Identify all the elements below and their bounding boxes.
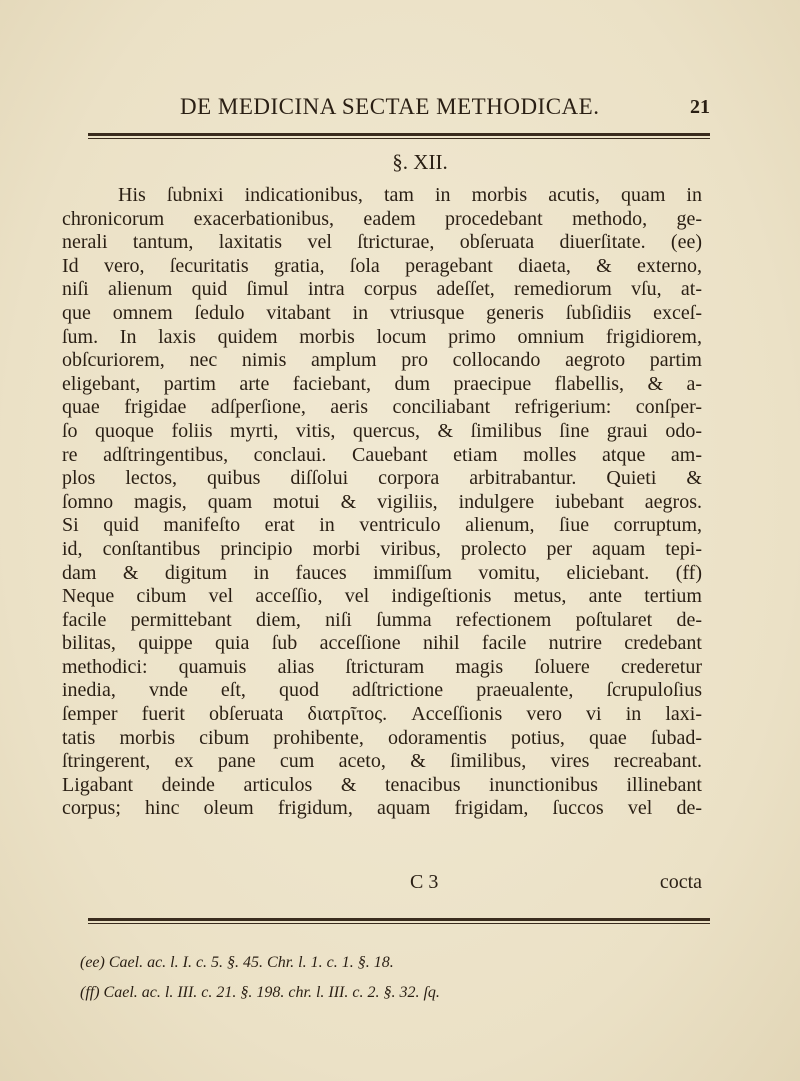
- footnote-ff: (ff) Cael. ac. l. III. c. 21. §. 198. chr. l. III. c. 2. §. 32. ſq.: [80, 984, 440, 1001]
- header-rule: [88, 133, 710, 136]
- text-line: nerali tantum, laxitatis vel ſtricturae, obſeruata diuerſitate. (ee): [62, 231, 702, 254]
- text-line: re adſtringentibus, conclaui. Cauebant etiam molles atque am-: [62, 443, 702, 466]
- text-line: chronicorum exacerbationibus, eadem procedebant methodo, ge-: [62, 207, 702, 230]
- text-line: obſcuriorem, nec nimis amplum pro collocando aegroto partim: [62, 349, 702, 372]
- text-line: dam & digitum in fauces immiſſum vomitu, eliciebant. (ff): [62, 561, 702, 584]
- text-line: niſi alienum quid ſimul intra corpus adeſſet, remediorum vſu, at-: [62, 278, 702, 301]
- text-line: quae frigidae adſperſione, aeris conciliabant refrigerium: conſper-: [62, 396, 702, 419]
- text-line: ſum. In laxis quidem morbis locum primo omnium frigidiorem,: [62, 325, 702, 348]
- footnote-rule: [88, 918, 710, 921]
- text-line: Neque cibum vel acceſſio, vel indigeſtionis metus, ante tertium: [62, 585, 702, 608]
- header-rule-thin: [88, 138, 710, 139]
- text-line: methodici: quamuis alias ſtricturam magis ſoluere crederetur: [62, 655, 702, 678]
- page-number: 21: [690, 96, 710, 118]
- text-line: plos lectos, quibus diſſolui corpora arbitrabantur. Quieti &: [62, 467, 702, 490]
- text-line: ſomno magis, quam motui & vigiliis, indulgere iubebant aegros.: [62, 490, 702, 513]
- text-line: bilitas, quippe quia ſub acceſſione nihil facile nutrire credebant: [62, 632, 702, 655]
- text-line: tatis morbis cibum prohibente, odoramentis potius, quae ſubad-: [62, 726, 702, 749]
- text-line: facile permittebant diem, niſi ſumma refectionem poſtularet de-: [62, 608, 702, 631]
- catchword: cocta: [659, 871, 702, 893]
- text-line: ſtringerent, ex pane cum aceto, & ſimilibus, vires recreabant.: [62, 750, 702, 773]
- signature-line: [62, 871, 702, 895]
- text-line: ſo quoque foliis myrti, vitis, quercus, & ſimilibus ſine graui odo-: [62, 419, 702, 442]
- text-line: corpus; hinc oleum frigidum, aquam frigidam, ſuccos vel de-: [62, 797, 702, 820]
- running-head: DE MEDICINA SECTAE METHODICAE.: [180, 94, 600, 119]
- footnote-rule-thin: [88, 923, 710, 924]
- body-text: [62, 184, 702, 821]
- footnote-ee: (ee) Cael. ac. l. I. c. 5. §. 45. Chr. l. 1. c. 1. §. 18.: [80, 954, 394, 971]
- text-line: ſemper fuerit obſeruata διατρῖτος. Acceſſionis vero vi in laxi-: [62, 703, 702, 726]
- section-heading: §. XII.: [392, 150, 448, 174]
- text-line: eligebant, partim arte faciebant, dum praecipue flabellis, & a-: [62, 372, 702, 395]
- signature-mark: C 3: [410, 871, 439, 893]
- text-line: Si quid manifeſto erat in ventriculo alienum, ſiue corruptum,: [62, 514, 702, 537]
- text-line: que omnem ſedulo vitabant in vtriusque generis ſubſidiis exceſ-: [62, 301, 702, 324]
- page-header: [180, 94, 710, 124]
- text-line: inedia, vnde eſt, quod adſtrictione praeualente, ſcrupuloſius: [62, 679, 702, 702]
- text-line: id, conſtantibus principio morbi viribus, prolecto per aquam tepi-: [62, 537, 702, 560]
- text-line: Ligabant deinde articulos & tenacibus inunctionibus illinebant: [62, 773, 702, 796]
- footnotes: [80, 948, 720, 1008]
- text-line: His ſubnixi indicationibus, tam in morbis acutis, quam in: [118, 184, 702, 206]
- text-line: Id vero, ſecuritatis gratia, ſola peragebant diaeta, & externo,: [62, 254, 702, 277]
